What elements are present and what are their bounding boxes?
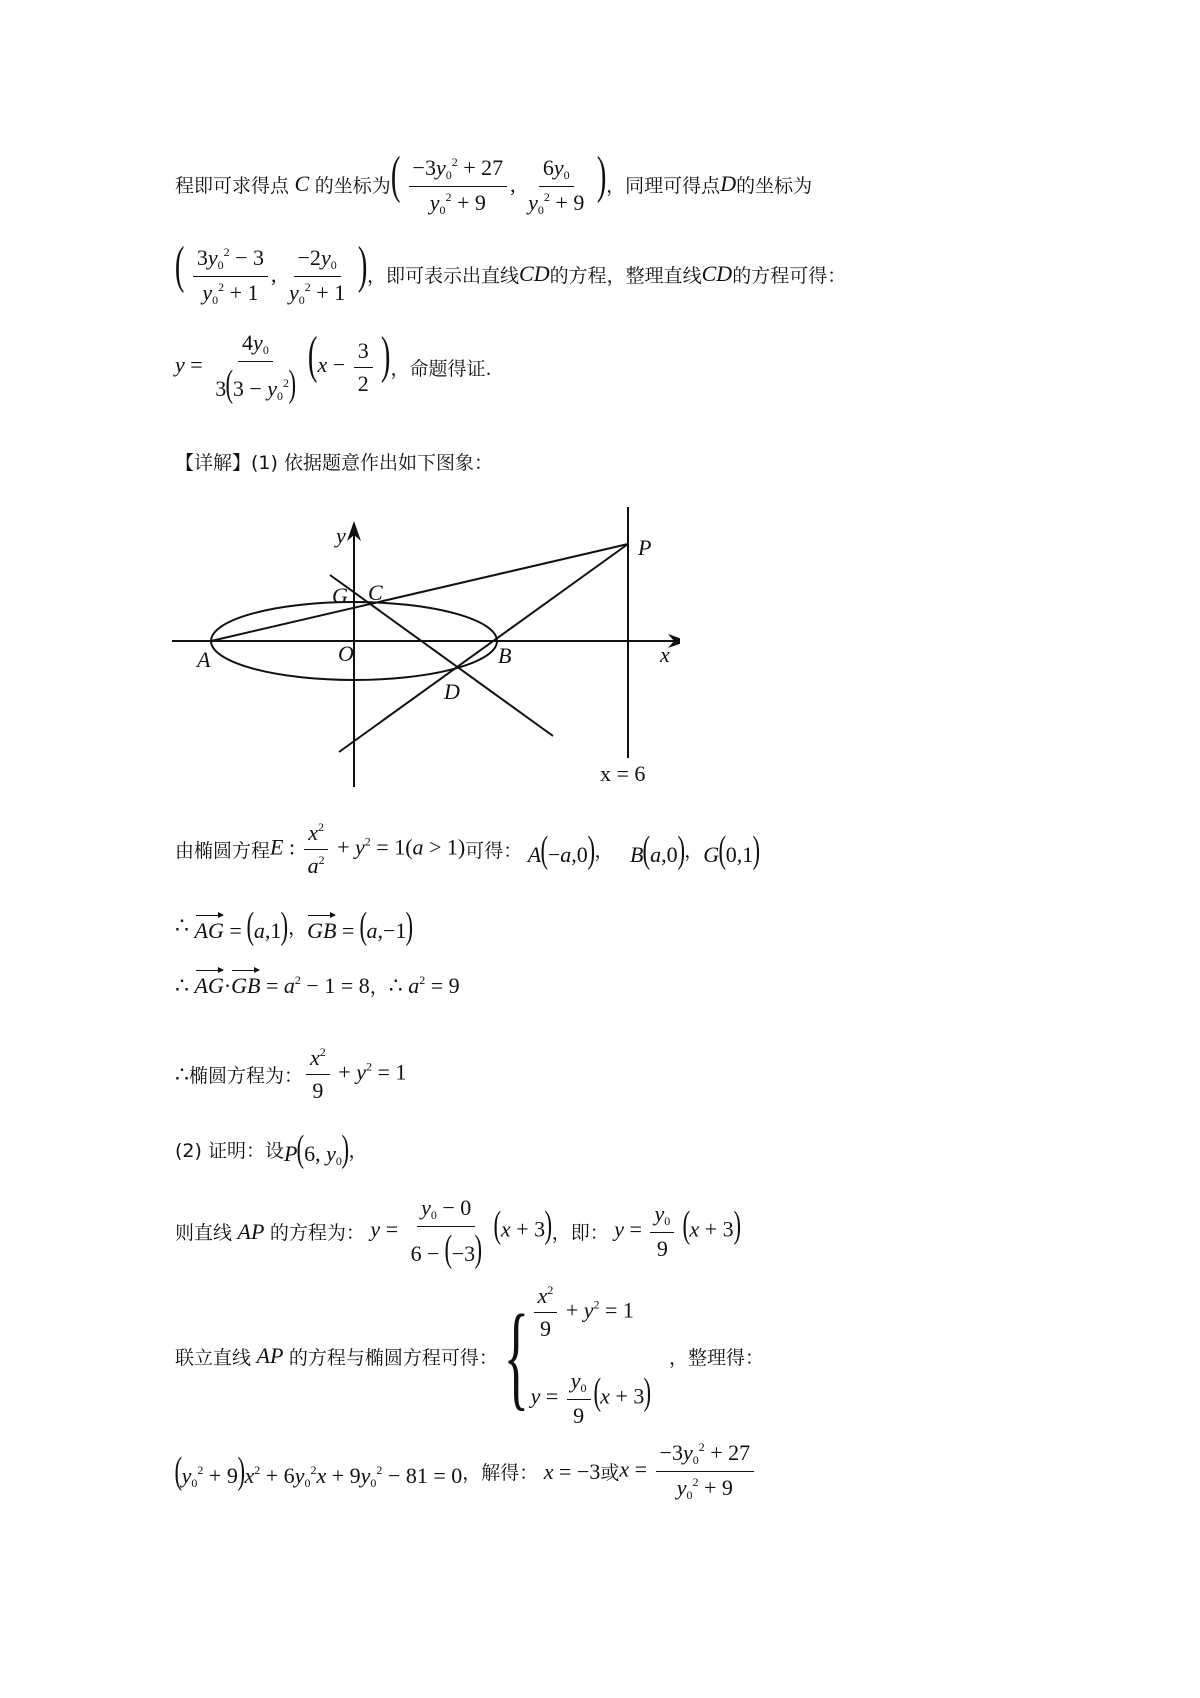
solution-x: x = $\frac{-3y_0^2 + 27}{y_0^2 + 9}$ — [619, 1440, 757, 1503]
line-ap-equation: y = $\frac{y_0 - 0}{6 - (-3)}$ (x + 3) — [370, 1195, 553, 1270]
ellipse-equation: E : $\frac{x^2}{a^2}$ + $y^2 = 1(a > 1)$ — [270, 820, 466, 878]
label-o: O — [338, 641, 354, 666]
label-a: A — [197, 647, 211, 672]
text-line-9: (2) 证明：设 P(6, $y_0$) ， — [175, 1128, 368, 1170]
text-line-10: 则直线 AP 的方程为： y = $\frac{y_0 - 0}{6 - (-3)}$ (x + 3) ，即： y = $\frac{y_0}{9}$ (x + 3) — [175, 1195, 741, 1270]
text-line-1: 程即可求得点 C 的坐标为 ( $\frac{-3y_0^2 + 27}{y_0^2 + 9}$ , $\frac{6y_0}{y_0^2 + 9}$ ) ，同理可得点 D 的坐标为 — [175, 147, 813, 218]
text-line-8: ∴ 椭圆方程为： $\frac{x^2}{9}$ + $y^2 = 1$ — [175, 1045, 407, 1103]
line-cd-equation: y = $\frac{4y_0}{3(3 - y_0^2)}$ (x − $\frac{3}{2}$ ) — [175, 327, 391, 405]
label-g: G — [332, 583, 348, 608]
quadratic-equation: $(y_0^2 + 9)x^2 + 6y_0^2x + 9y_0^2 - 81 = 0$ — [174, 1450, 463, 1492]
ellipse-figure — [160, 505, 680, 790]
label-y: y — [336, 523, 346, 548]
text-line-3: y = $\frac{4y_0}{3(3 - y_0^2)}$ (x − $\frac{3}{2}$ ) ，命题得证. — [175, 327, 492, 405]
text-line-2: ( $\frac{3y_0^2 - 3}{y_0^2 + 1}$ , $\frac{-2y_0}{y_0^2 + 1}$ ) ，即可表示出直线 CD 的方程，整理直线 CD 的方程可得： — [174, 237, 847, 308]
text-line-12: $(y_0^2 + 9)x^2 + 6y_0^2x + 9y_0^2 - 81 = 0$ ，解得： x = −3 或 x = $\frac{-3y_0^2 + 27}{y_0^2 + 9}$ — [175, 1440, 757, 1503]
text-line-7: ∴ $AG\cdot GB = a^2 - 1 = 8$ ， ∴ $a^2 = 9$ — [175, 972, 460, 998]
text-line-6: ∴ AG = (a,1) ， GB = (a,−1) — [175, 905, 414, 947]
label-d: D — [444, 679, 460, 704]
label-c: C — [368, 580, 383, 605]
coord-c: ( $\frac{-3y_0^2 + 27}{y_0^2 + 9}$ , $\frac{6y_0}{y_0^2 + 9}$ ) — [390, 147, 607, 218]
text-line-5: 由椭圆方程 E : $\frac{x^2}{a^2}$ + $y^2 = 1(a > 1)$ 可得： A(−a,0) ， B(a,0) ， G(0,1) — [175, 820, 761, 878]
equation-system: { $\frac{x^2}{9}$ + $y^2 = 1$ y = $\frac{y_0}{9}$ (x + 3) — [503, 1283, 652, 1428]
text-line-11: 联立直线 AP 的方程与椭圆方程可得： { $\frac{x^2}{9}$ + $y^2 = 1$ y = $\frac{y_0}{9}$ (x + 3) ，整理得： — [175, 1283, 765, 1428]
label-p: P — [638, 535, 652, 560]
label-b: B — [498, 643, 512, 668]
coord-d: ( $\frac{3y_0^2 - 3}{y_0^2 + 1}$ , $\frac{-2y_0}{y_0^2 + 1}$ ) — [174, 237, 368, 308]
text-line-4: 【详解】(1) 依据题意作出如下图象： — [175, 452, 493, 474]
label-x6: x = 6 — [600, 761, 646, 786]
point-d: D — [720, 171, 737, 197]
point-c: C — [289, 171, 315, 197]
label-x: x — [660, 642, 670, 667]
